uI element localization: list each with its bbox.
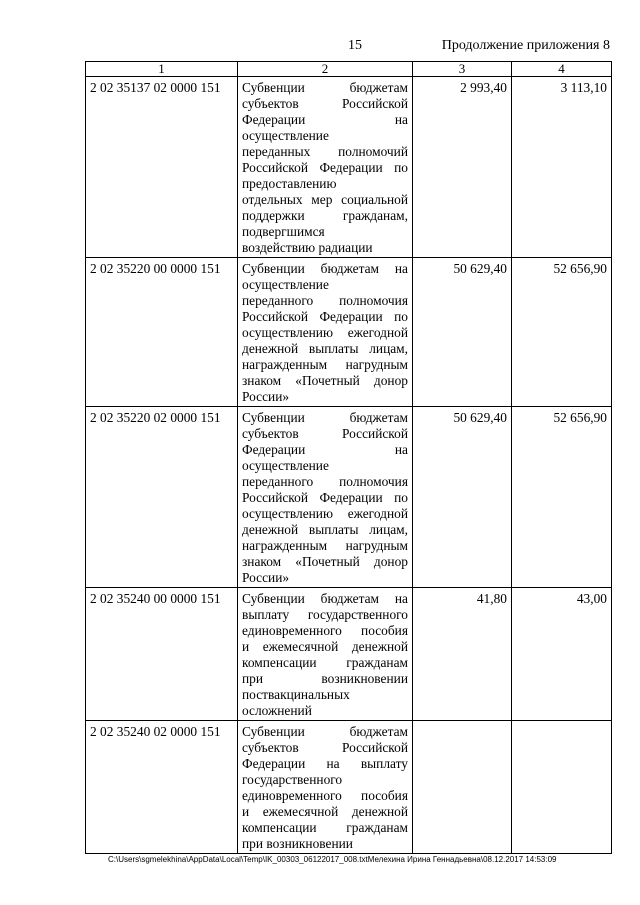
description-line: переданного полномочия: [242, 474, 408, 489]
column-header-1: 1: [86, 62, 238, 77]
table-body: [86, 77, 612, 854]
row-value-col4: 3 113,10: [512, 77, 612, 258]
description-line: единовременного пособия: [242, 623, 408, 638]
column-header-4: 4: [512, 62, 612, 77]
description-line: переданного полномочия: [242, 293, 408, 308]
description-line: России»: [242, 570, 290, 585]
description-line: знаком «Почетный донор: [242, 554, 408, 569]
description-line: России»: [242, 389, 290, 404]
description-line: Субвенции бюджетам: [242, 80, 408, 95]
column-header-2: 2: [238, 62, 413, 77]
table-row: [86, 588, 612, 721]
description-line: Федерации на: [242, 112, 408, 127]
row-description: [238, 77, 413, 258]
table-row: [86, 407, 612, 588]
budget-table: [85, 61, 612, 854]
row-value-col3: 41,80: [413, 588, 512, 721]
description-line: денежной выплаты лицам,: [242, 341, 408, 356]
row-description: [238, 721, 413, 854]
row-description: [238, 258, 413, 407]
description-line: при возникновении: [242, 836, 353, 851]
row-code: 2 02 35240 02 0000 151: [86, 721, 238, 854]
row-code: 2 02 35240 00 0000 151: [86, 588, 238, 721]
table-header-row: [86, 62, 612, 77]
row-description: [238, 407, 413, 588]
description-line: осуществление: [242, 458, 329, 473]
row-code: 2 02 35220 02 0000 151: [86, 407, 238, 588]
description-line: осуществление: [242, 128, 329, 143]
table-row: [86, 258, 612, 407]
description-line: Субвенции бюджетам на: [242, 591, 408, 606]
row-value-col3: 50 629,40: [413, 407, 512, 588]
description-line: государственного: [242, 772, 343, 787]
description-line: Федерации на выплату: [242, 756, 408, 771]
description-line: при возникновении: [242, 671, 408, 686]
description-line: осуществление: [242, 277, 329, 292]
description-line: Субвенции бюджетам: [242, 410, 408, 425]
table-row: [86, 721, 612, 854]
row-value-col4: [512, 721, 612, 854]
description-line: переданных полномочий: [242, 144, 408, 159]
description-line: компенсации гражданам: [242, 655, 408, 670]
description-line: денежной выплаты лицам,: [242, 522, 408, 537]
description-line: Субвенции бюджетам: [242, 724, 408, 739]
page-number: 15: [348, 38, 362, 53]
description-line: награжденным нагрудным: [242, 538, 408, 553]
description-line: выплату государственного: [242, 607, 408, 622]
row-value-col3: 50 629,40: [413, 258, 512, 407]
description-line: знаком «Почетный донор: [242, 373, 408, 388]
description-line: Российской Федерации по: [242, 309, 408, 324]
row-code: 2 02 35137 02 0000 151: [86, 77, 238, 258]
description-line: подвергшимся: [242, 224, 325, 239]
description-line: субъектов Российской: [242, 740, 408, 755]
description-line: субъектов Российской: [242, 426, 408, 441]
row-value-col4: 52 656,90: [512, 407, 612, 588]
description-line: Субвенции бюджетам на: [242, 261, 408, 276]
row-value-col3: 2 993,40: [413, 77, 512, 258]
row-value-col4: 43,00: [512, 588, 612, 721]
description-line: единовременного пособия: [242, 788, 408, 803]
description-line: компенсации гражданам: [242, 820, 408, 835]
description-line: и ежемесячной денежной: [242, 804, 408, 819]
description-line: награжденным нагрудным: [242, 357, 408, 372]
description-line: Российской Федерации по: [242, 160, 408, 175]
description-line: осложнений: [242, 703, 312, 718]
description-line: поддержки гражданам,: [242, 208, 408, 223]
description-line: поствакцинальных: [242, 687, 350, 702]
description-line: Российской Федерации по: [242, 490, 408, 505]
description-line: Федерации на: [242, 442, 408, 457]
row-value-col3: [413, 721, 512, 854]
column-header-3: 3: [413, 62, 512, 77]
footer-path: C:\Users\sgmelekhina\AppData\Local\Temp\IK_00303_06122017_008.txtМелехина Ирина Геннадьевна\08.12.2017 14:53:09: [108, 855, 557, 864]
description-line: воздействию радиации: [242, 240, 373, 255]
description-line: предоставлению: [242, 176, 337, 191]
description-line: и ежемесячной денежной: [242, 639, 408, 654]
description-line: осуществлению ежегодной: [242, 325, 408, 340]
row-code: 2 02 35220 00 0000 151: [86, 258, 238, 407]
row-description: [238, 588, 413, 721]
description-line: отдельных мер социальной: [242, 192, 408, 207]
description-line: субъектов Российской: [242, 96, 408, 111]
description-line: осуществлению ежегодной: [242, 506, 408, 521]
table-row: [86, 77, 612, 258]
appendix-label: Продолжение приложения 8: [441, 38, 610, 53]
row-value-col4: 52 656,90: [512, 258, 612, 407]
